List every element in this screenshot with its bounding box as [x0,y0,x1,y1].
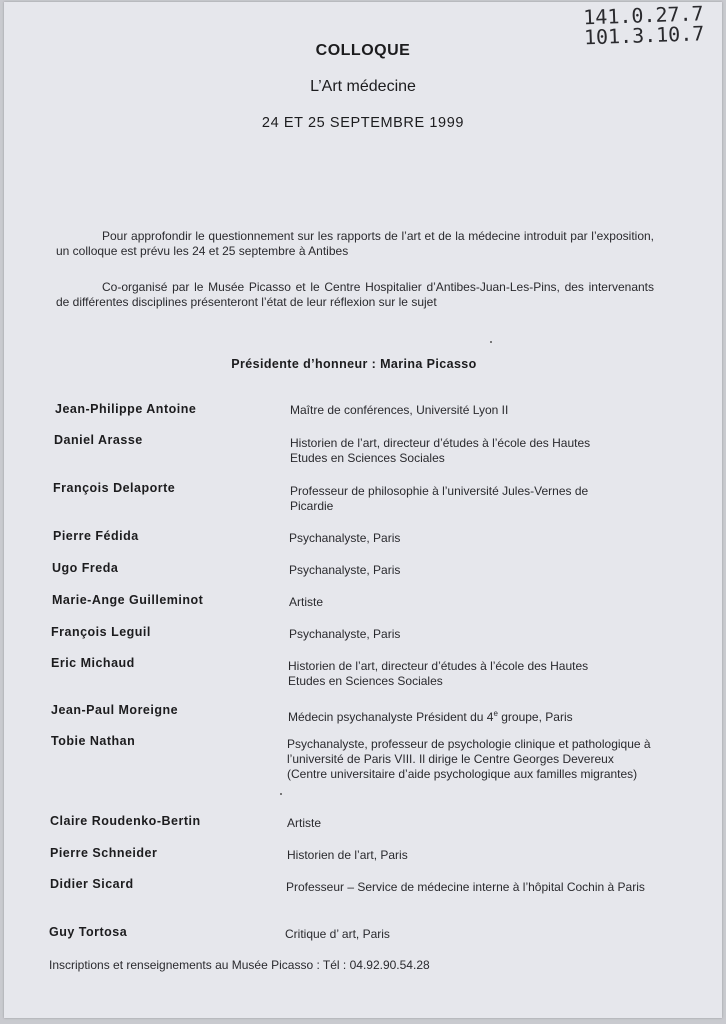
speaker-name: Tobie Nathan [51,734,136,748]
paper-speck [490,341,492,343]
reference-number: 101.3.10.7 [583,21,705,50]
speaker-name: Pierre Fédida [53,529,139,543]
intro-text: Co-organisé par le Musée Picasso et le Centre Hospitalier d’Antibes-Juan-Les-Pins, des intervenants de différentes disciplines présenteront l’état de leur réflexion sur le sujet [56,280,654,309]
speaker-name: Marie-Ange Guilleminot [52,593,204,607]
speaker-role-text: Médecin psychanalyste Président du 4 [288,710,494,724]
speaker-name: Claire Roudenko-Bertin [50,814,201,828]
speaker-name: Didier Sicard [50,877,134,891]
speaker-name: Pierre Schneider [50,846,158,860]
speaker-role: Historien de l’art, directeur d’études à l’école des Hautes Etudes en Sciences Sociales [288,659,589,688]
speaker-name: Jean-Philippe Antoine [55,402,197,416]
speaker-name: Eric Michaud [51,656,135,670]
document-subtitle: L’Art médecine [310,78,416,95]
speaker-role: Artiste [287,816,322,830]
speaker-role: Historien de l’art, directeur d’études à l’école des Hautes Etudes en Sciences Sociales [290,436,591,465]
speaker-role: Psychanalyste, professeur de psychologie clinique et pathologique à l’université de Paris VIII. Il dirige le Centre Georges Devereux (Centre universitaire d’aide psychologique aux familles migrantes) [287,737,651,781]
reference-number: 141.0.27.7 [582,1,705,30]
speaker-role: Maître de conférences, Université Lyon II [290,403,509,417]
speaker-role: Psychanalyste, Paris [289,531,401,545]
speaker-role: Psychanalyste, Paris [289,627,401,641]
footer-contact: Inscriptions et renseignements au Musée Picasso : Tél : 04.92.90.54.28 [49,958,430,972]
honorary-president: Présidente d’honneur : Marina Picasso [231,357,477,371]
speaker-name: Guy Tortosa [49,925,128,939]
event-date: 24 ET 25 SEPTEMBRE 1999 [261,115,465,131]
speaker-name: Ugo Freda [52,561,119,575]
intro-paragraph [56,280,654,310]
speaker-role: Psychanalyste, Paris [289,563,401,577]
speaker-name: Daniel Arasse [54,433,143,447]
speaker-role: Historien de l’art, Paris [287,848,408,862]
speaker-role-text: groupe, Paris [497,710,573,724]
speaker-name: François Leguil [51,625,151,639]
speaker-name: Jean-Paul Moreigne [51,703,179,717]
speaker-name: François Delaporte [53,481,176,495]
ordinal-suffix: e [493,709,498,718]
speaker-role [288,706,658,725]
speaker-role: Critique d’ art, Paris [285,927,390,941]
paper-speck [280,793,282,795]
intro-paragraph [56,229,654,259]
document-title: COLLOQUE [315,42,411,59]
speaker-role: Professeur – Service de médecine interne à l’hôpital Cochin à Paris [286,880,645,894]
speaker-role: Professeur de philosophie à l’université Jules-Vernes de Picardie [290,484,589,513]
intro-text: Pour approfondir le questionnement sur les rapports de l’art et de la médecine introduit par l’exposition, un colloque est prévu les 24 et 25 septembre à Antibes [56,229,654,258]
speaker-role: Artiste [289,595,324,609]
